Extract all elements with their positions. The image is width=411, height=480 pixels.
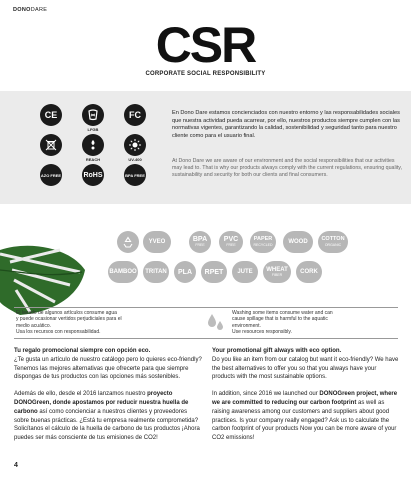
ce-mark-icon: CE: [40, 104, 62, 126]
water-note-english: Washing some items consume water and can cause spillage that is harmful to the aquatic environment. Use resources responsibly.: [232, 310, 333, 336]
rohs-icon: RoHS: [82, 164, 104, 186]
english-paragraph-1: Do you like an item from our catalog but want it eco-friendly? We have the best alternatives to offer you so that you always have your products with the most sustainable options.: [212, 356, 399, 381]
weee-bin-icon: [40, 134, 62, 156]
water-note-spanish: El lavado de algunos artículos consume agua y puede ocasionar vertidos perjudiciales para el medio acuático. Usa los recursos con responsabilidad.: [16, 310, 122, 336]
english-heading: Your promotional gift always with eco option.: [212, 348, 342, 354]
uv400-label: UV-400: [128, 157, 142, 162]
material-jute: JUTE: [232, 261, 258, 283]
page-title: CSR: [155, 17, 256, 73]
page-subtitle: CORPORATE SOCIAL RESPONSIBILITY: [145, 71, 266, 77]
reach-label: REACH: [85, 157, 101, 162]
brand-logo: DONODARE: [13, 7, 48, 13]
material-cork: CORK: [296, 261, 322, 283]
material-wheat-fiber: WHEAT FIBER: [263, 261, 291, 283]
material-pvc-free: PVC FREE: [219, 231, 243, 253]
english-column: [212, 347, 400, 451]
material-pla: PLA: [174, 261, 196, 283]
lfgb-label: LFGB: [87, 127, 99, 132]
spanish-heading: Tu regalo promocional siempre con opción eco.: [14, 348, 151, 354]
spanish-paragraph-2: Además de ello, desde el 2016 lanzamos nuestro proyecto DONOGreen, donde apostamos por reducir nuestra huella de carbono así como concienciar a nuestros clientes y proveedores sobre buenas prácticas. ¿Está tu empresa realmente comprometida? Solicítanos el cálculo de la huella de carbono de tus productos ¡Ahora puedes ser más consciente de tus emisiones de CO2!: [14, 391, 200, 442]
material-yveo: YVEO: [143, 231, 171, 253]
spanish-paragraph-1: ¿Te gusta un artículo de nuestro catálogo pero lo quieres eco-friendly? Tenemos las mejores alternativas que ofrecerte para que siempre dispongas de tus productos con las opciones más sostenibles.: [14, 356, 202, 381]
material-tritan: TRITAN: [143, 261, 169, 283]
reach-icon: [82, 134, 104, 156]
page-number: 4: [14, 462, 18, 469]
material-cotton-organic: COTTON ORGANIC: [318, 231, 348, 253]
material-rpet: RPET: [201, 261, 227, 283]
material-wood: WOOD: [283, 231, 313, 253]
water-drops-icon: [206, 312, 226, 334]
intro-spanish: En Dono Dare estamos concienciados con nuestro entorno y las responsabilidades sociales que nuestra actividad pueda acarrear, por ello, nuestros productos siempre cumplen con las normativas vigentes, garantizando la calidad, sostenibilidad y seguridad tanto para nuestro cliente como para el usuario final.: [172, 110, 400, 139]
material-paper-recycled: PAPER RECYCLED: [250, 231, 276, 253]
recycle-badge: [117, 231, 139, 253]
material-bpa-free: BPA FREE: [189, 231, 211, 253]
material-bamboo: BAMBOO: [108, 261, 138, 283]
intro-english: At Dono Dare we are aware of our environment and the social responsibilities that our activities may lead to. That is why our products always comply with the current regulations, ensuring quality, sustainability and security for both our clients and final consumers.: [172, 158, 403, 179]
recycle-icon: [122, 236, 134, 248]
english-paragraph-2: In addition, since 2016 we launched our DONOGreen project, where we are committed to reducing our carbon footprint as well as raising awareness among our customers and suppliers about good practices. Is your company really engaged? Ask us to calculate the carbon footprint of your products Now you can be more aware of your CO2 emissions!: [212, 391, 398, 442]
uv400-icon: [124, 134, 146, 156]
spanish-column: [14, 347, 202, 451]
lfgb-icon: [82, 104, 104, 126]
bpa-free-icon: BPA FREE: [124, 164, 146, 186]
azo-free-icon: AZO FREE: [40, 164, 62, 186]
fc-mark-icon: FC: [124, 104, 146, 126]
